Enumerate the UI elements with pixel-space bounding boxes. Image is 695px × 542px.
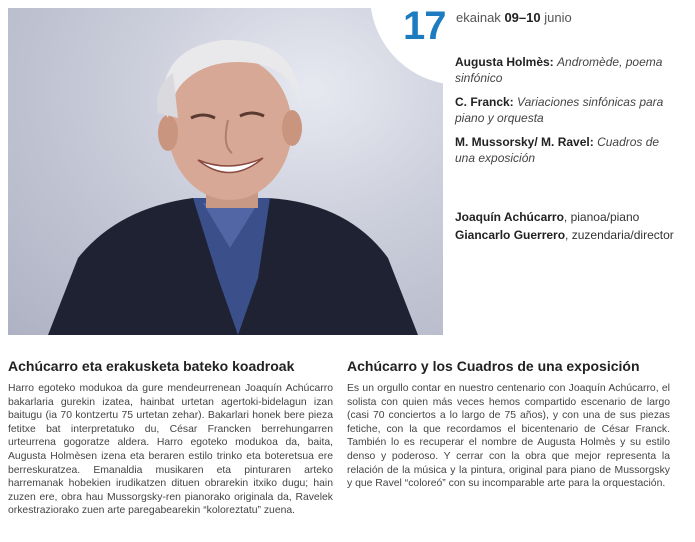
- article-body: Harro egoteko modukoa da gure mendeurrenean Joaquín Achúcarro bakarlaria gurekin izatea, hainbat urtetan agertoki-bidelagun izan baitugu (ia 70 kontzertu 75 urtetan zehar). Bakarlari honek bere pieza fetitxe bat interpretatuko du, César Francken berrehungarren urteurrena gogoratze aldera. Harro egoteko modukoa da, baita, Augusta Holmèsen izena eta beraren estilo trinko eta boteretsua ere berreskuratzea. Emanaldia musikaren eta pinturaren arteko harremanak hobekien irudikatzen dituen obrarekin itxiko dugu; hain zuzen ere, obra hau Mussorgsky-ren pianorako originala da, Ravelek orkestraziorako zuen arte paregabearekin “koloreztatu” zuena.: [8, 383, 333, 517]
- performer: [455, 226, 685, 244]
- article-body: Es un orgullo contar en nuestro centenario con Joaquín Achúcarro, el solista con quien más veces hemos compartido escenario de largo (casi 70 conciertos a lo largo de 75 años), y con una de sus piezas fetiche, con la que recordamos el bicentenario de César Franck. También lo es recuperar el nombre de Augusta Holmès y su estilo denso y poderoso. Y cerrar con la obra que mejor representa la relación de la música y la pintura, original para piano de Mussorgsky y que Ravel “coloreó” con su incomparable arte para la orquestación.: [347, 383, 670, 490]
- event-day-number: 17: [403, 4, 446, 48]
- composer: C. Franck:: [455, 95, 514, 109]
- date-prefix: ekainak: [456, 10, 501, 25]
- event-date: [456, 10, 572, 25]
- article-basque: [8, 358, 333, 518]
- performer: [455, 208, 685, 226]
- date-range: 09–10: [504, 10, 541, 25]
- article-title: Achúcarro eta erakusketa bateko koadroak: [8, 358, 295, 374]
- work-title: Andromède, poema sinfónico: [455, 55, 663, 85]
- performer-name: Giancarlo Guerrero: [455, 228, 566, 242]
- program-item: [455, 134, 675, 166]
- article-spanish: [347, 358, 670, 491]
- program-item: [455, 94, 675, 126]
- composer: M. Mussorsky/ M. Ravel:: [455, 135, 594, 149]
- article-title: Achúcarro y los Cuadros de una exposición: [347, 358, 640, 374]
- program-item: [455, 54, 675, 86]
- work-title: Variaciones sinfónicas para piano y orquesta: [455, 95, 664, 125]
- performer-role: , pianoa/piano: [563, 210, 640, 224]
- performers-list: [455, 208, 685, 244]
- performer-name: Joaquín Achúcarro: [455, 210, 564, 224]
- date-suffix: junio: [544, 10, 572, 25]
- pianist-portrait-illustration: [8, 8, 443, 335]
- pianist-photo: [8, 8, 443, 335]
- program-list: [455, 54, 675, 174]
- work-title: Cuadros de una exposición: [455, 135, 660, 165]
- composer: Augusta Holmès:: [455, 55, 554, 69]
- performer-role: , zuzendaria/director: [565, 228, 674, 242]
